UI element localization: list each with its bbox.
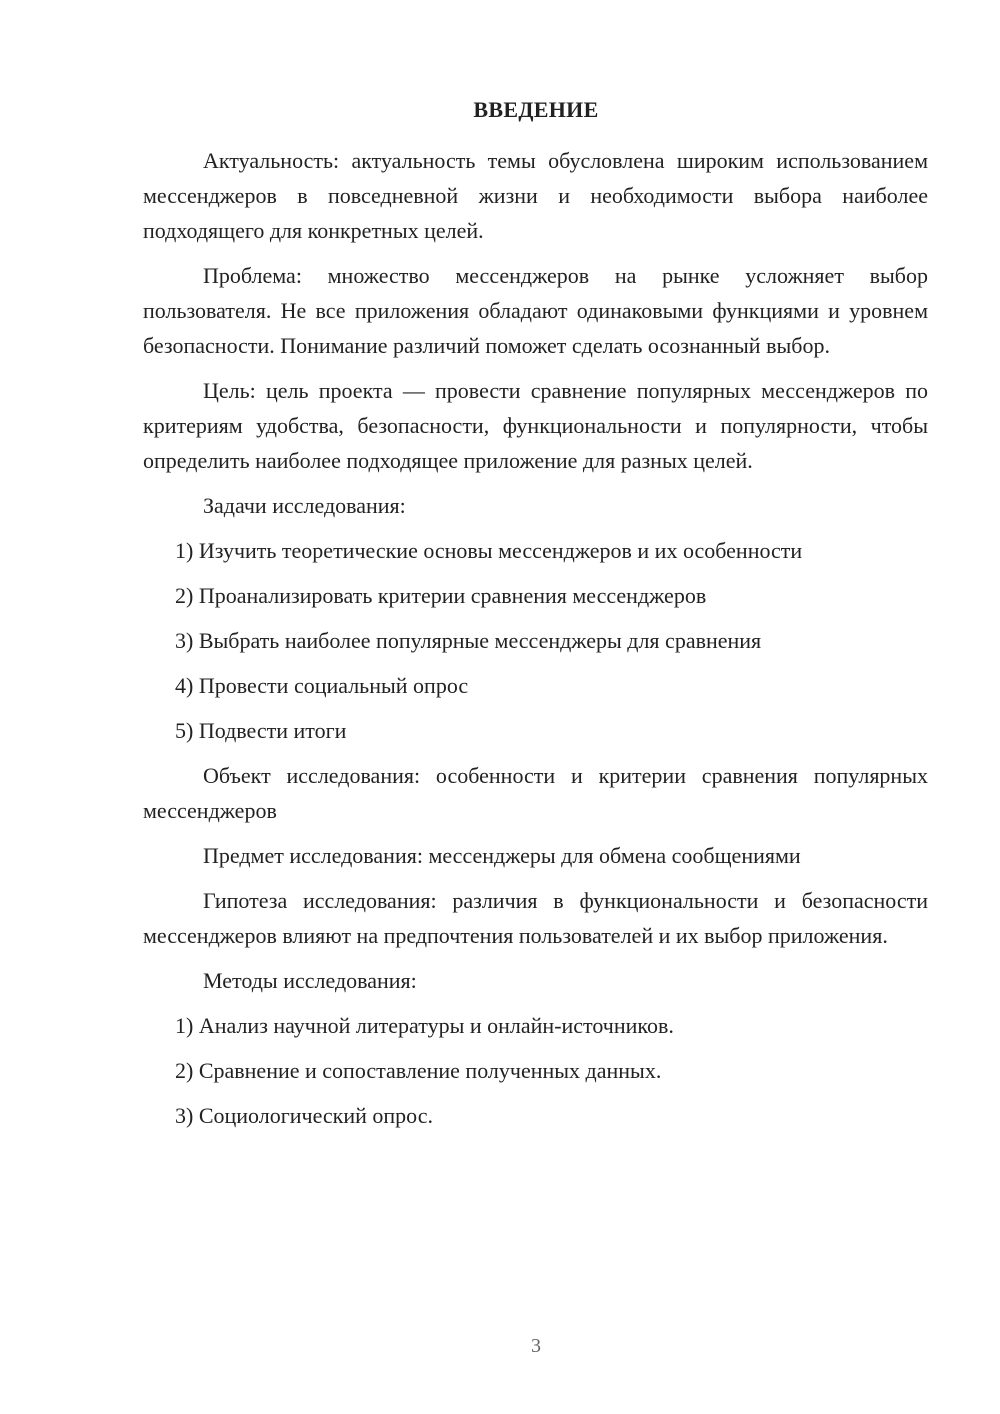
tasks-list (143, 533, 928, 748)
hypothesis-paragraph: Гипотеза исследования: различия в функциональности и безопасности мессенджеров влияют на предпочтения пользователей и их выбор приложения. (143, 888, 928, 948)
list-item: 5) Подвести итоги (175, 718, 347, 743)
object-paragraph: Объект исследования: особенности и критерии сравнения популярных мессенджеров (143, 763, 928, 823)
section-heading: ВВЕДЕНИЕ (473, 97, 599, 122)
list-item: 3) Выбрать наиболее популярные мессенджеры для сравнения (175, 628, 762, 653)
problem-paragraph: Проблема: множество мессенджеров на рынке усложняет выбор пользователя. Не все приложения обладают одинаковыми функциями и уровнем безопасности. Понимание различий поможет сделать осознанный выбор. (143, 263, 928, 358)
subject-paragraph: Предмет исследования: мессенджеры для обмена сообщениями (203, 843, 801, 868)
list-item: 2) Проанализировать критерии сравнения мессенджеров (175, 583, 707, 608)
document-body (143, 143, 928, 1143)
list-item: 4) Провести социальный опрос (175, 673, 469, 698)
list-item: 3) Социологический опрос. (175, 1103, 433, 1128)
goal-paragraph: Цель: цель проекта — провести сравнение популярных мессенджеров по критериям удобства, безопасности, функциональности и популярности, чтобы определить наиболее подходящее приложение для разных целей. (143, 378, 928, 473)
list-item: 1) Анализ научной литературы и онлайн-источников. (175, 1013, 674, 1038)
list-item: 2) Сравнение и сопоставление полученных данных. (175, 1058, 662, 1083)
methods-list (143, 1008, 928, 1133)
tasks-title: Задачи исследования: (203, 493, 406, 518)
list-item: 1) Изучить теоретические основы мессенджеров и их особенности (175, 538, 803, 563)
methods-title: Методы исследования: (203, 968, 417, 993)
relevance-paragraph: Актуальность: актуальность темы обусловлена широким использованием мессенджеров в повседневной жизни и необходимости выбора наиболее подходящего для конкретных целей. (143, 148, 928, 243)
page-number: 3 (531, 1335, 541, 1357)
